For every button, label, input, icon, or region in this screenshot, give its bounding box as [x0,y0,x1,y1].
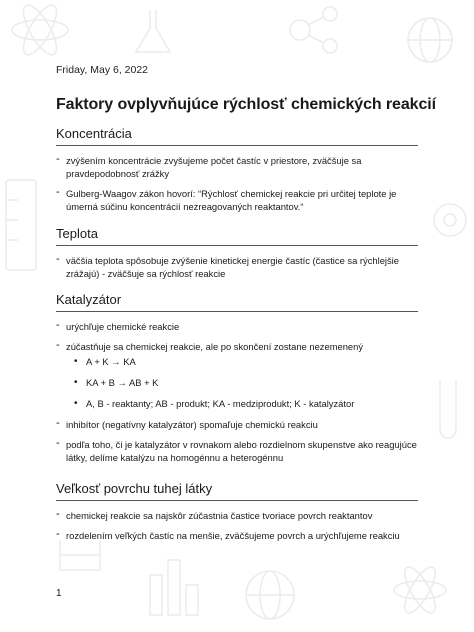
list-item-text: zúčastňuje sa chemickej reakcie, ale po skončení zostane nezemenený [66,341,364,352]
page-title: Faktory ovplyvňujúce rýchlosť chemických reakcií [56,96,436,113]
list-item: - podľa toho, či je katalyzátor v rovnakom alebo rozdielnom skupenstve ako reagujúce látky, delíme katalýzu na homogénnu a heterogénnu [56,438,418,464]
section-heading: Teplota [56,226,418,246]
sub-list [66,355,418,410]
page-number: 1 [56,588,62,599]
list-item: - chemickej reakcie sa najskôr zúčastnia častice tvoriace povrch reaktantov [56,509,418,522]
section-heading: Katalyzátor [56,292,418,312]
section-heading: Veľkosť povrchu tuhej látky [56,481,418,501]
list-item: - urýchľuje chemické reakcie [56,320,418,333]
sub-list-item: • A + K → KA [66,355,418,368]
section-velkost-povrchu [56,481,418,549]
note-date: Friday, May 6, 2022 [56,64,149,76]
list-item: - inhibítor (negatívny katalyzátor) spomaľuje chemickú reakciu [56,418,418,431]
section-heading: Koncentrácia [56,126,418,146]
list-item: - rozdelením veľkých častíc na menšie, zväčšujeme povrch a urýchľujeme reakciu [56,529,418,542]
list-item: - Gulberg-Waagov zákon hovorí: “Rýchlosť chemickej reakcie pri určitej teplote je úmerná súčinu koncentrácií nezreagovaných reaktantov.“ [56,187,418,213]
section-koncentracia [56,126,418,220]
list-item: - väčšia teplota spôsobuje zvýšenie kinetickej energie častíc (častice sa rýchlejšie zrážajú) - zväčšuje sa rýchlosť reakcie [56,254,418,280]
sub-list-item: • KA + B → AB + K [66,376,418,389]
list-item: - zvýšením koncentrácie zvyšujeme počet častíc v priestore, zväčšuje sa pravdepodobnosť zrážky [56,154,418,180]
section-katalyzator [56,292,418,471]
list-item [56,340,418,410]
section-teplota [56,226,418,287]
sub-list-item: • A, B - reaktanty; AB - produkt; KA - medziprodukt; K - katalyzátor [66,397,418,410]
